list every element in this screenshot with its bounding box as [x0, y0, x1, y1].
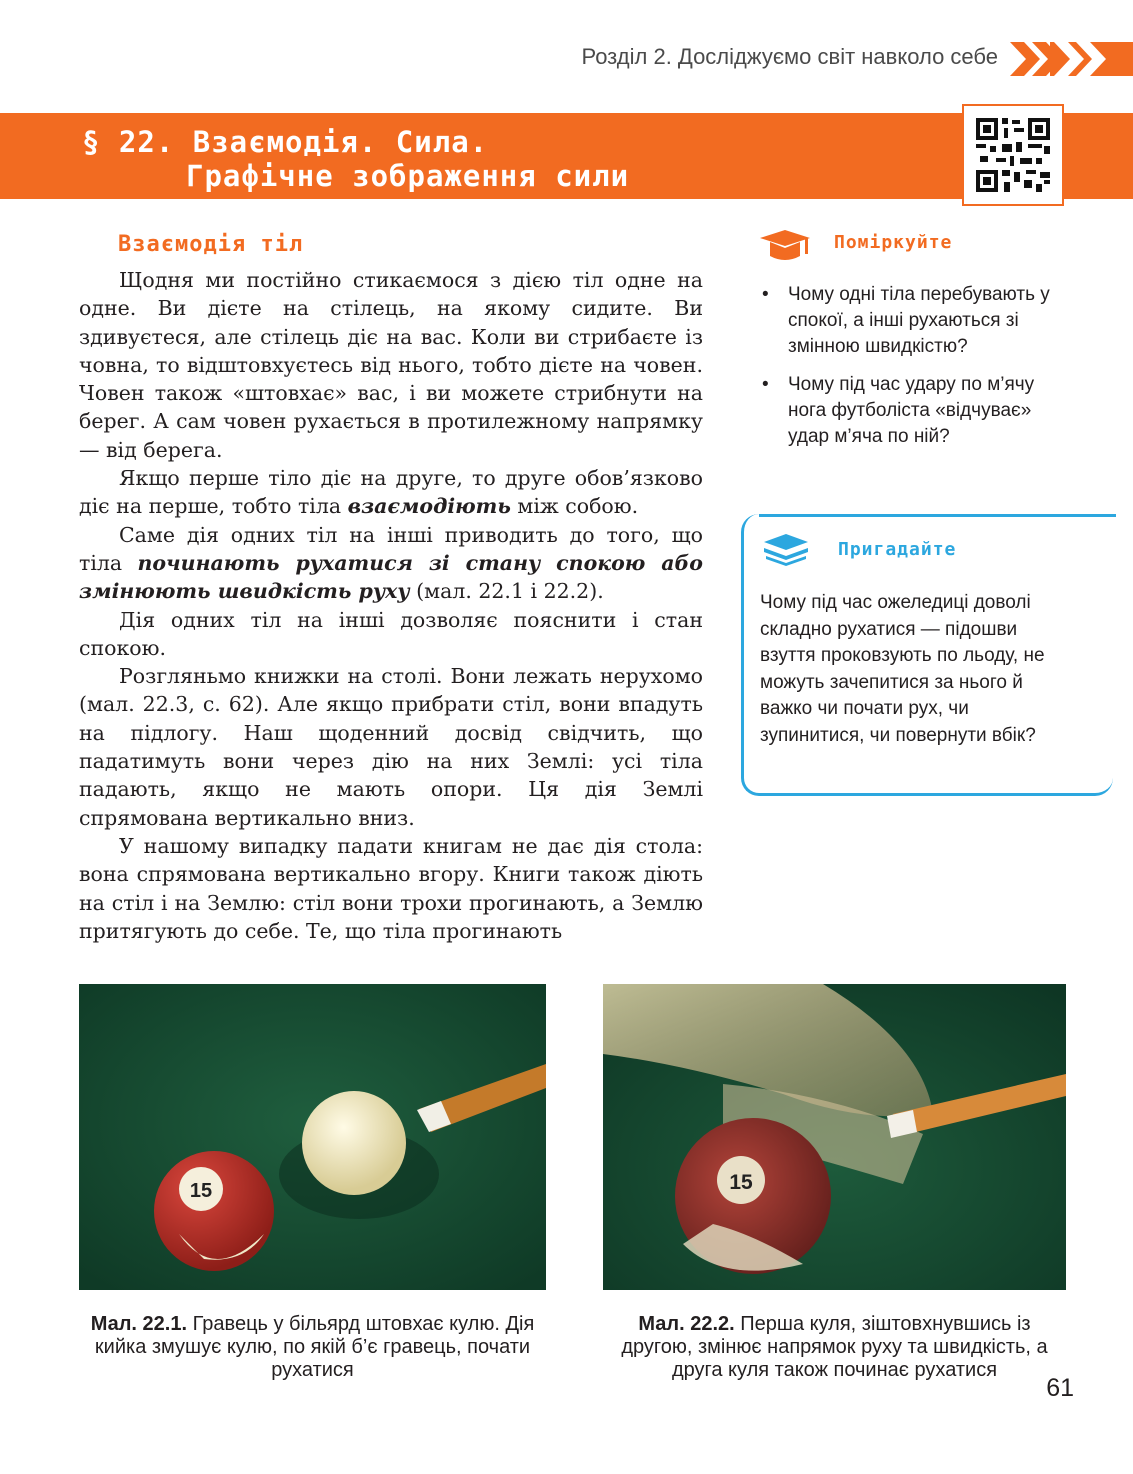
question-text: Чому під час удару по м’ячу нога футболіста «відчуває» удар м’яча по ній?	[788, 374, 1035, 447]
ball-number: 15	[729, 1171, 753, 1194]
caption-text: Гравець у більярд штовхає кулю. Дія кийка змушує кулю, по якій б’є гравець, почати рухатися	[94, 1313, 535, 1381]
paragraph	[79, 464, 703, 521]
list-item	[762, 282, 1062, 360]
think-list	[762, 282, 1062, 462]
figure-caption-2	[603, 1313, 1066, 1382]
chevron-right-icon	[1010, 42, 1133, 76]
emphasis-term: починають рухатися зі стану спокою або змінюють швидкість руху	[79, 550, 703, 604]
paragraph: У нашому випадку падати книгам не дає дія стола: вона спрямована вертикально вгору. Книги також діють на стіл і на Землю: стіл вони трохи прогинають, а Землю притягують до себе. Те, що тіла прогинають	[79, 833, 703, 943]
bullet: •	[762, 374, 769, 395]
page-number: 61	[1046, 1374, 1074, 1402]
think-title: Поміркуйте	[834, 232, 953, 253]
subheading: Взаємодія тіл	[118, 232, 304, 257]
remember-text: Чому під час ожеледиці доволі складно рухатися — підошви взуття проковзують по льоду, не можуть зачепитися за нього й важко чи почати рух, чи зупинитися, чи повернути вбік?	[760, 592, 1045, 746]
caption-text: Перша куля, зіштовхнувшись із другою, змінює напрямок руху та швидкість, а друга куля також починає рухатися	[621, 1313, 1048, 1381]
paragraph-text: Якщо перше тіло діє на друге, то друге обов’язково діє на перше, тобто тіла	[79, 466, 703, 519]
figure-label: Мал. 22.1.	[90, 1313, 188, 1335]
paragraph: Розгляньмо книжки на столі. Вони лежать нерухомо (мал. 22.3, с. 62). Але якщо прибрати стіл, вони впадуть на підлогу. Наш щоденний досвід свідчить, що падатимуть вони через дію на них Землі: усі тіла падають, якщо не мають опори. Ця дія Землі спрямована вертикально вниз.	[79, 664, 703, 830]
section-title-line1: § 22. Взаємодія. Сила.	[82, 125, 489, 159]
figure-label: Мал. 22.2.	[638, 1313, 735, 1335]
list-item	[762, 372, 1062, 450]
emphasis-term: взаємодіють	[347, 494, 511, 519]
main-text	[79, 266, 703, 945]
paragraph: Щодня ми постійно стикаємося з дією тіл одне на одне. Ви дієте на стілець, на якому сидите. Ви здивуєтеся, але стілець діє на вас. Коли ви стрибаєте із човна, то відштовхуєтесь від нього, тобто дієте на човен. Човен також «штовхає» вас, і ви можете стрибнути на берег. А сам човен рухається в протилежному напрямку — від берега.	[79, 268, 703, 462]
paragraph: Дія одних тіл на інші дозволяє пояснити і стан спокою.	[79, 607, 703, 660]
remember-title: Пригадайте	[838, 539, 957, 560]
paragraph-text: (мал. 22.1 і 22.2).	[409, 579, 604, 604]
billiard-photo-2	[603, 984, 1066, 1290]
ball-number: 15	[189, 1180, 213, 1202]
section-title-line2: Графічне зображення сили	[186, 159, 630, 193]
graduation-cap-icon	[760, 230, 810, 264]
paragraph-text: Саме дія одних тіл на інші приводить до того, що тіла	[79, 522, 703, 575]
bullet: •	[762, 284, 769, 305]
qr-code-icon[interactable]	[962, 104, 1064, 206]
paragraph-text: між собою.	[510, 494, 639, 519]
books-icon	[762, 528, 810, 566]
paragraph	[79, 521, 703, 606]
qr-code-graphic	[976, 118, 1050, 192]
chapter-header: Розділ 2. Досліджуємо світ навколо себе	[581, 44, 998, 69]
billiard-photo-1	[79, 984, 546, 1290]
question-text: Чому одні тіла перебувають у спокої, а інші рухаються зі змінною швидкістю?	[788, 284, 1050, 357]
figure-caption-1	[79, 1313, 546, 1382]
